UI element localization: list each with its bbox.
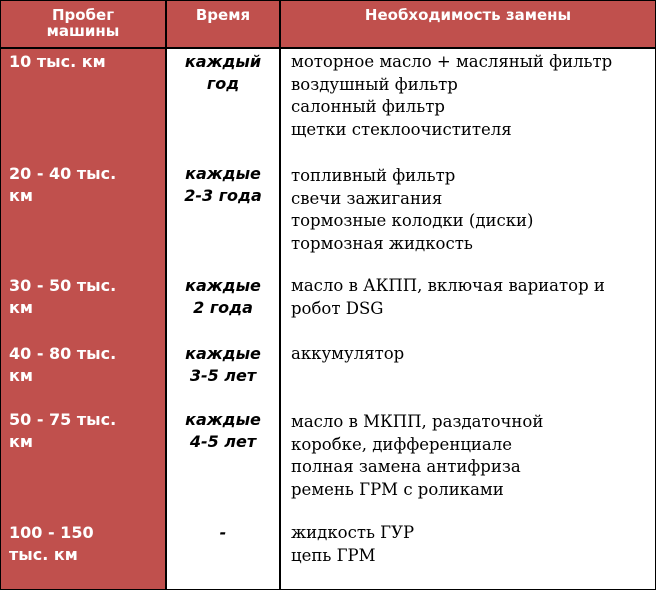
replacement-cell <box>291 275 651 320</box>
replacement-item: салонный фильтр <box>291 97 445 117</box>
replacement-cell <box>291 343 651 366</box>
interval-line: год <box>206 74 240 93</box>
interval-line: каждые <box>185 410 261 429</box>
header-replacement: Необходимость замены <box>364 6 572 24</box>
mileage-line: тыс. км <box>9 545 78 564</box>
replacement-item: щетки стеклоочистителя <box>291 119 512 139</box>
header-mileage-line1: Пробег <box>51 6 115 24</box>
mileage-cell <box>9 522 159 566</box>
interval-cell <box>167 522 279 544</box>
mileage-cell <box>9 163 159 207</box>
interval-line: 2 года <box>193 298 253 317</box>
column-divider-2 <box>279 1 281 589</box>
table-header <box>1 1 655 49</box>
replacement-item: полная замена антифриза <box>291 457 521 477</box>
interval-cell <box>167 163 279 207</box>
replacement-item: робот DSG <box>291 298 384 318</box>
header-mileage <box>1 1 165 47</box>
mileage-line: км <box>9 186 33 205</box>
mileage-line: км <box>9 432 33 451</box>
interval-line: каждые <box>185 164 261 183</box>
mileage-line: км <box>9 366 33 385</box>
interval-line: каждые <box>185 344 261 363</box>
interval-line: 2-3 года <box>184 186 262 205</box>
mileage-cell <box>9 343 159 387</box>
replacement-item: коробке, дифференциале <box>291 434 513 454</box>
interval-cell <box>167 51 279 95</box>
mileage-line: 100 - 150 <box>9 523 94 542</box>
replacement-item: цепь ГРМ <box>291 545 376 565</box>
replacement-item: тормозные колодки (диски) <box>291 211 534 231</box>
replacement-item: воздушный фильтр <box>291 74 458 94</box>
mileage-line: 20 - 40 тыс. <box>9 164 117 183</box>
replacement-cell <box>291 51 651 141</box>
replacement-item: моторное масло + масляный фильтр <box>291 52 613 71</box>
mileage-line: км <box>9 298 33 317</box>
interval-line: - <box>219 523 227 542</box>
mileage-cell <box>9 409 159 453</box>
header-mileage-line2: машины <box>46 22 120 40</box>
replacement-cell <box>291 165 651 255</box>
replacement-item: топливный фильтр <box>291 166 456 185</box>
interval-cell <box>167 409 279 453</box>
replacement-item: жидкость ГУР <box>291 523 415 542</box>
interval-line: каждый <box>184 52 262 71</box>
header-time: Время <box>195 6 251 24</box>
replacement-item: аккумулятор <box>291 344 405 363</box>
replacement-item: ремень ГРМ с роликами <box>291 479 504 499</box>
replacement-cell <box>291 522 651 567</box>
mileage-line: 40 - 80 тыс. <box>9 344 117 363</box>
interval-cell <box>167 343 279 387</box>
mileage-line: 10 тыс. км <box>9 52 106 71</box>
mileage-line: 30 - 50 тыс. <box>9 276 117 295</box>
mileage-line: 50 - 75 тыс. <box>9 410 117 429</box>
replacement-item: масло в АКПП, включая вариатор и <box>291 276 605 295</box>
interval-cell <box>167 275 279 319</box>
mileage-column-background <box>1 49 165 589</box>
replacement-item: масло в МКПП, раздаточной <box>291 412 544 431</box>
replacement-item: свечи зажигания <box>291 188 443 208</box>
mileage-cell <box>9 275 159 319</box>
mileage-cell <box>9 51 159 73</box>
interval-line: каждые <box>185 276 261 295</box>
replacement-item: тормозная жидкость <box>291 233 473 253</box>
replacement-cell <box>291 411 651 501</box>
interval-line: 4-5 лет <box>189 432 257 451</box>
interval-line: 3-5 лет <box>189 366 257 385</box>
